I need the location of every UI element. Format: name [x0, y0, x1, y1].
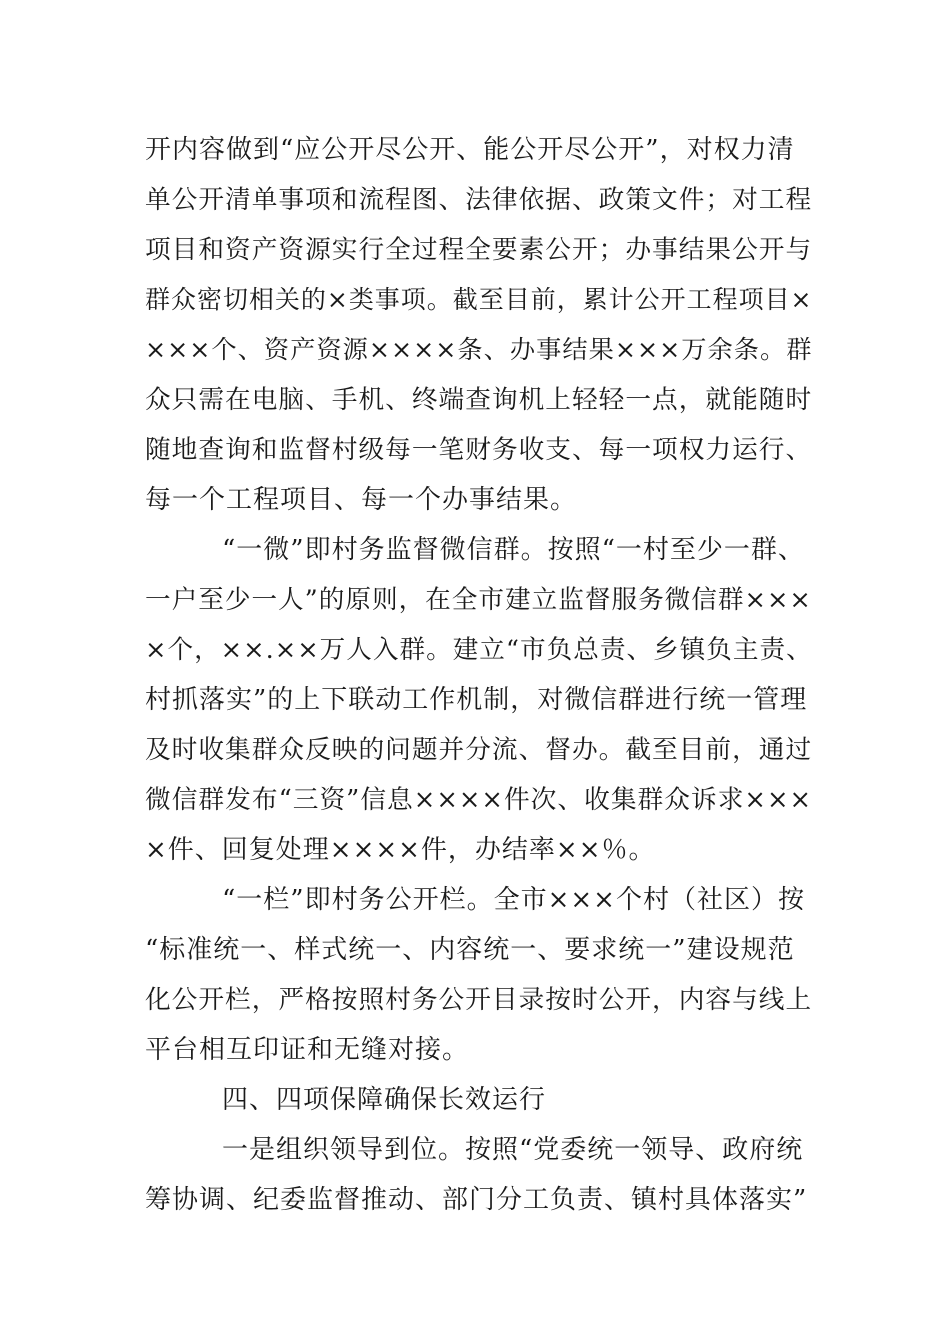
text-line: “标准统一、样式统一、内容统一、要求统一”建设规范	[145, 935, 795, 965]
text-line: ×件、回复处理××××件，办结率××％。	[145, 835, 656, 865]
paragraph-first-line: “一微”即村务监督微信群。按照“一村至少一群、	[222, 535, 805, 565]
section-heading: 四、四项保障确保长效运行	[222, 1085, 547, 1115]
paragraph-first-line: “一栏”即村务公开栏。全市×××个村（社区）按	[222, 885, 805, 915]
text-line: 项目和资产资源实行全过程全要素公开；办事结果公开与	[145, 235, 813, 265]
text-line: 及时收集群众反映的问题并分流、督办。截至目前，通过	[145, 735, 813, 765]
text-line: 平台相互印证和无缝对接。	[145, 1035, 470, 1065]
paragraph-first-line: 一是组织领导到位。按照“党委统一领导、政府统	[222, 1135, 804, 1165]
text-line: 微信群发布“三资”信息××××件次、收集群众诉求×××	[145, 785, 813, 815]
text-line: 随地查询和监督村级每一笔财务收支、每一项权力运行、	[145, 435, 813, 465]
text-line: 筹协调、纪委监督推动、部门分工负责、镇村具体落实”	[145, 1185, 808, 1215]
text-line: 群众密切相关的×类事项。截至目前，累计公开工程项目×	[145, 285, 813, 314]
text-line: ×××个、资产资源××××条、办事结果×××万余条。群	[145, 335, 813, 364]
text-line: 众只需在电脑、手机、终端查询机上轻轻一点，就能随时	[145, 385, 813, 415]
text-line: ×个，××.××万人入群。建立“市负总责、乡镇负主责、	[145, 635, 813, 665]
text-line: 开内容做到“应公开尽公开、能公开尽公开”，对权力清	[145, 135, 795, 165]
text-line: 每一个工程项目、每一个办事结果。	[145, 485, 578, 515]
text-line: 化公开栏，严格按照村务公开目录按时公开，内容与线上	[145, 985, 813, 1015]
text-line: 村抓落实”的上下联动工作机制，对微信群进行统一管理	[145, 685, 808, 715]
text-line: 单公开清单事项和流程图、法律依据、政策文件；对工程	[145, 185, 813, 215]
text-line: 一户至少一人”的原则，在全市建立监督服务微信群×××	[145, 585, 812, 615]
